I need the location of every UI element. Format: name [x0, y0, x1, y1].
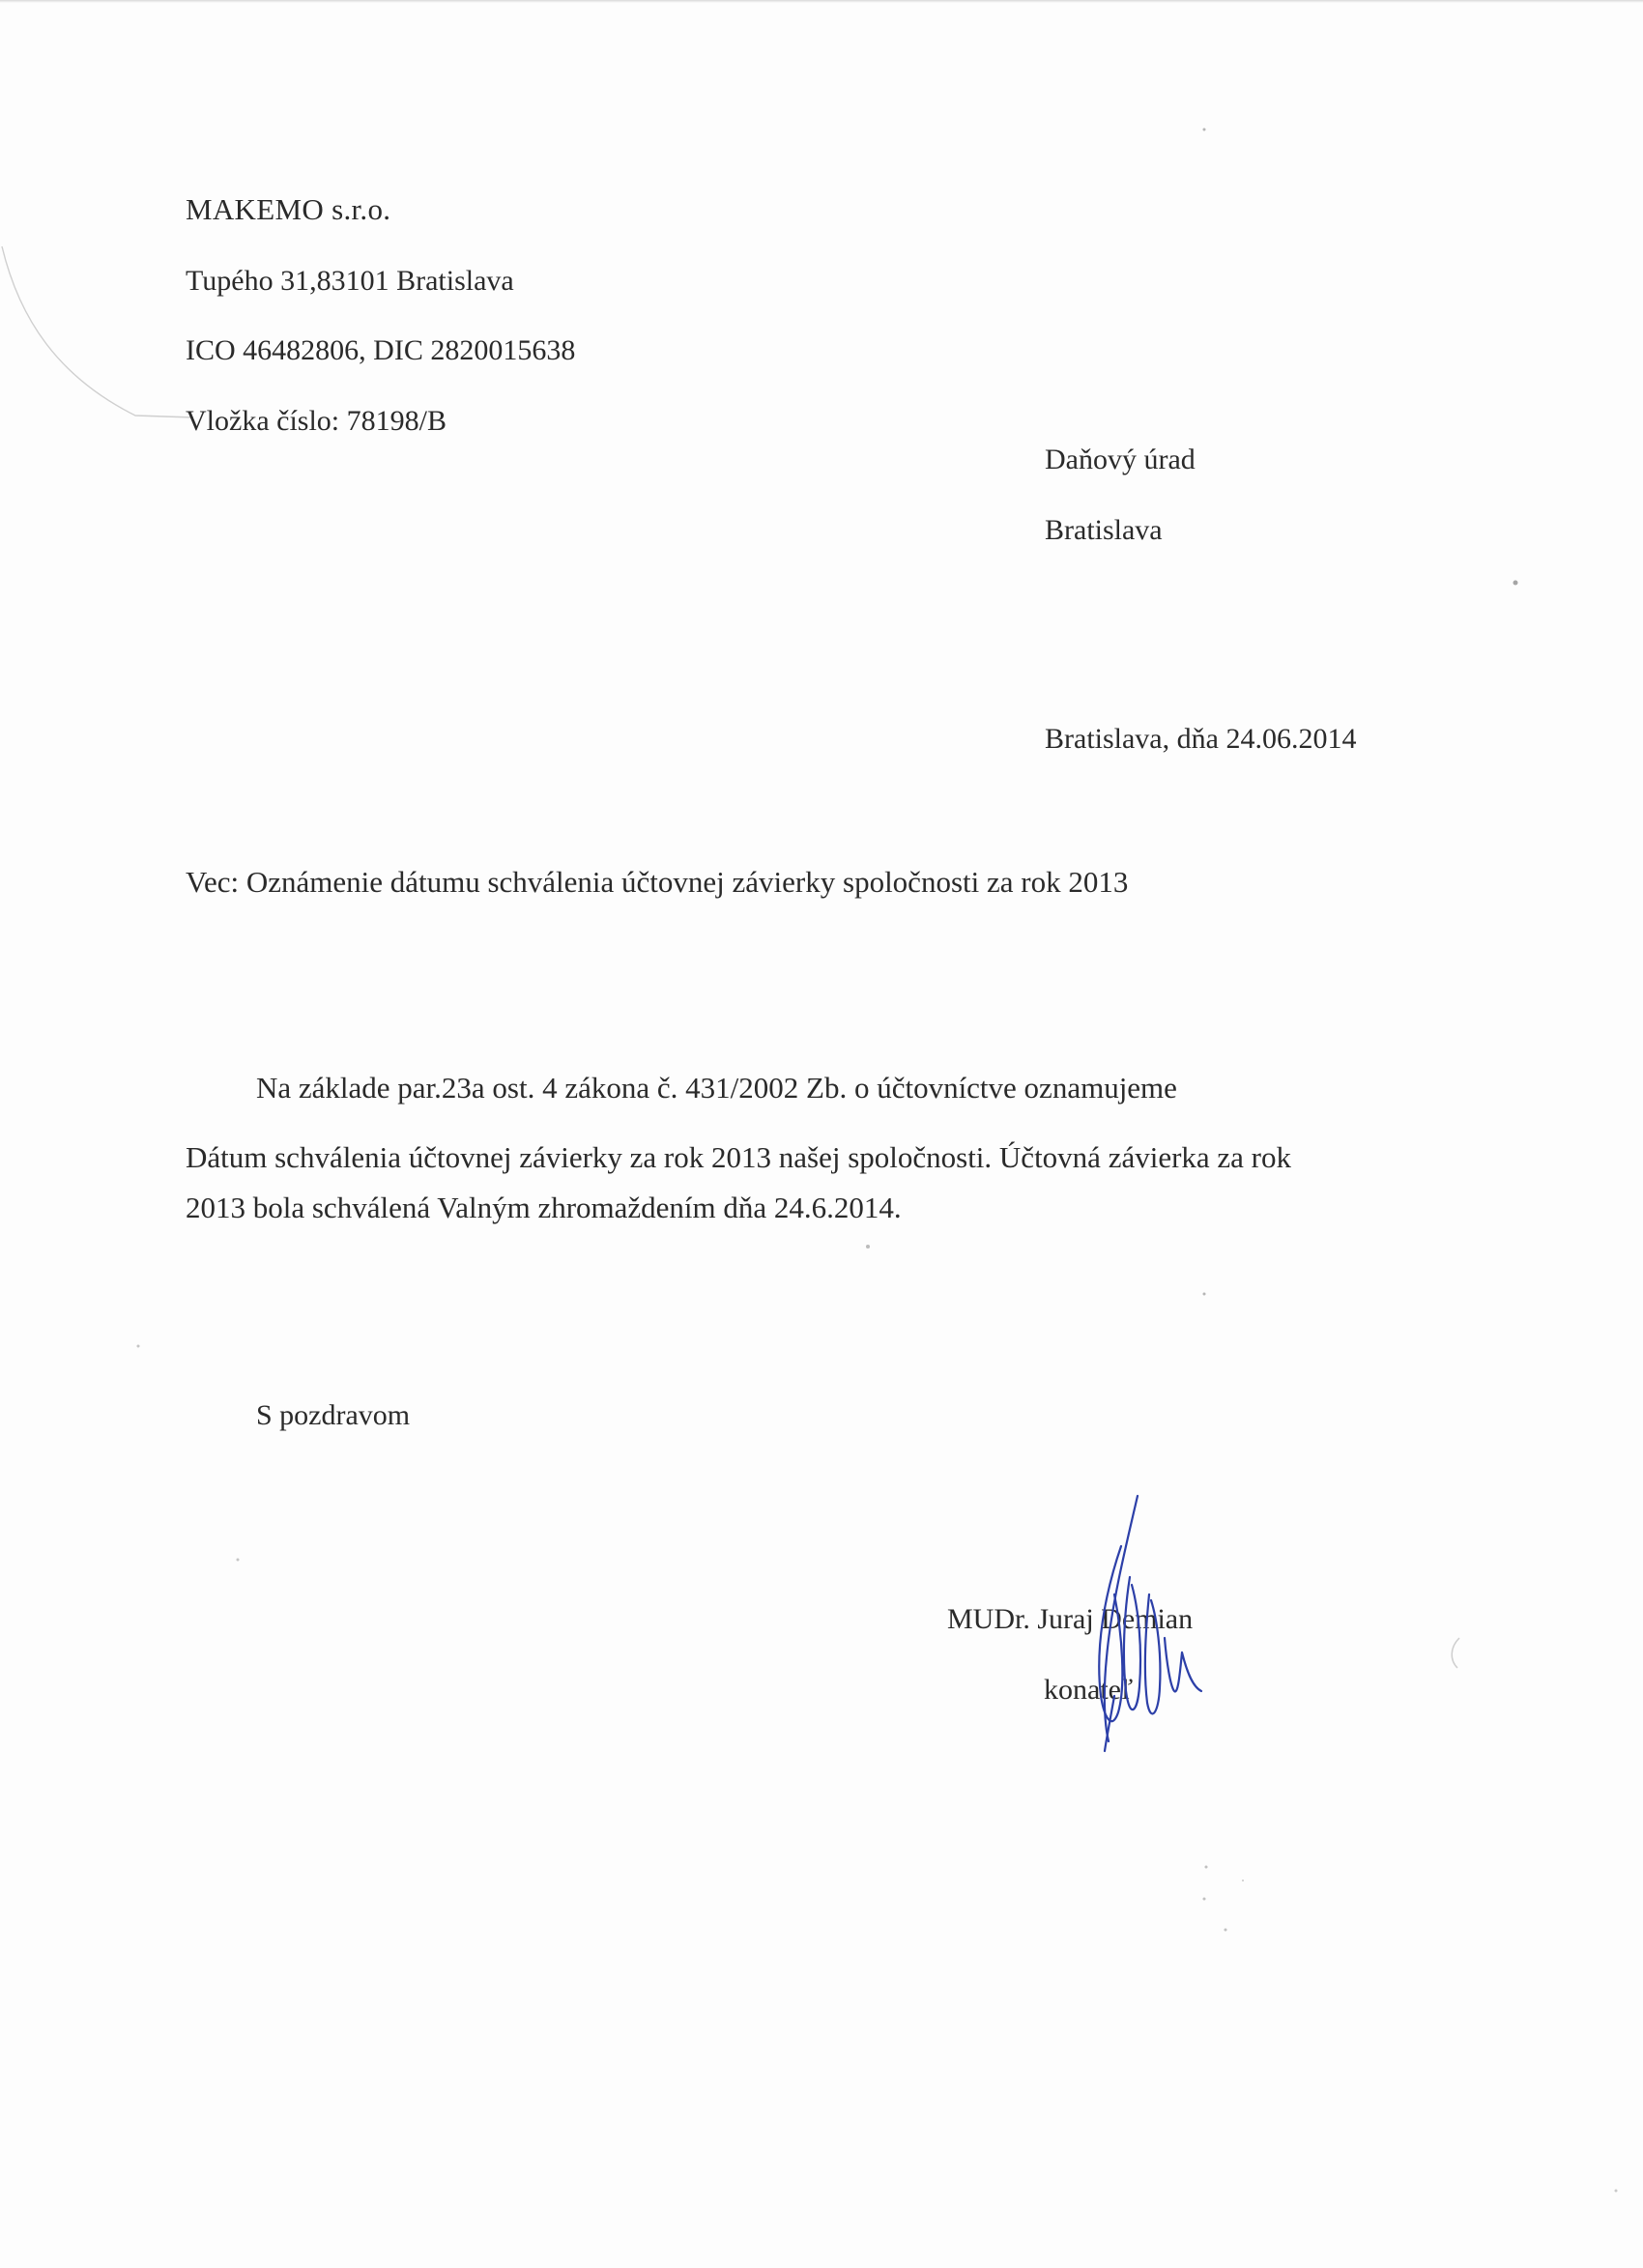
body-line-2: 2013 bola schválená Valným zhromaždením dňa 24.6.2014. — [186, 1191, 902, 1224]
signatory-name: MUDr. Juraj Demian — [947, 1603, 1194, 1635]
recipient-city: Bratislava — [1045, 514, 1163, 546]
sender-registry: Vložka číslo: 78198/B — [186, 405, 447, 437]
sender-company: MAKEMO s.r.o. — [186, 192, 391, 226]
recipient-office: Daňový úrad — [1045, 444, 1196, 475]
handwritten-signature — [1068, 1488, 1213, 1768]
sender-ids: ICO 46482806, DIC 2820015638 — [186, 334, 576, 366]
body-intro: Na základe par.23a ost. 4 zákona č. 431/2002 Zb. o účtovníctve oznamujeme — [256, 1071, 1177, 1105]
body-line-1: Dátum schválenia účtovnej závierky za rok 2013 našej spoločnosti. Účtovná závierka za rok — [186, 1140, 1292, 1174]
subject-line: Vec: Oznámenie dátumu schválenia účtovnej závierky spoločnosti za rok 2013 — [186, 865, 1129, 899]
closing-greeting: S pozdravom — [256, 1399, 411, 1431]
place-date: Bratislava, dňa 24.06.2014 — [1045, 723, 1357, 755]
scan-fold-mark — [0, 242, 193, 425]
sender-address: Tupého 31,83101 Bratislava — [186, 265, 514, 297]
scan-top-edge — [0, 0, 1643, 3]
signatory-role: konateľ — [1044, 1674, 1134, 1706]
